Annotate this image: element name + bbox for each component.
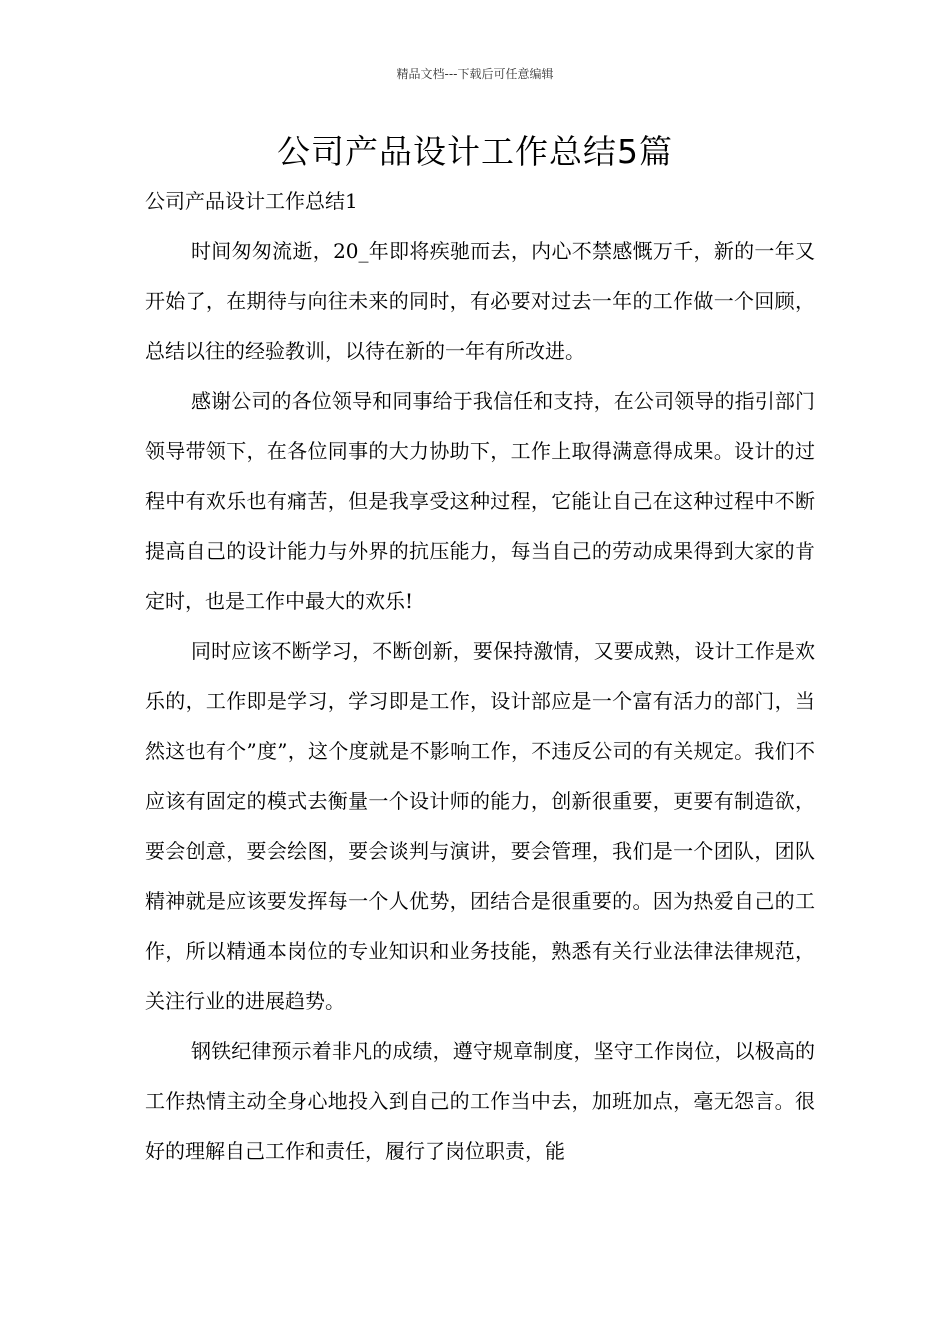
paragraph-4: 钢铁纪律预示着非凡的成绩，遵守规章制度，坚守工作岗位，以极高的工作热情主动全身心地投入到自己的工作当中去，加班加点，毫无怨言。很好的理解自己工作和责任，履行了岗位职责，能 [145, 1039, 815, 1163]
document-body [145, 176, 815, 1176]
paragraph-1: 时间匆匆流逝，20_年即将疾驰而去，内心不禁感慨万千，新的一年又开始了，在期待与向往未来的同时，有必要对过去一年的工作做一个回顾，总结以往的经验教训，以待在新的一年有所改进。 [145, 239, 815, 363]
paragraph-3: 同时应该不断学习，不断创新，要保持激情，又要成熟，设计工作是欢乐的，工作即是学习，学习即是工作，设计部应是一个富有活力的部门，当然这也有个”度”，这个度就是不影响工作，不违反公司的有关规定。我们不应该有固定的模式去衡量一个设计师的能力，创新很重要，更要有制造欲，要会创意，要会绘图，要会谈判与演讲，要会管理，我们是一个团队，团队精神就是应该要发挥每一个人优势，团结合是很重要的。因为热爱自己的工作，所以精通本岗位的专业知识和业务技能，熟悉有关行业法律法律规范，关注行业的进展趋势。 [145, 639, 815, 1013]
section-heading: 公司产品设计工作总结1 [145, 189, 358, 213]
paragraph-2: 感谢公司的各位领导和同事给于我信任和支持，在公司领导的指引部门领导带领下，在各位同事的大力协助下，工作上取得满意得成果。设计的过程中有欢乐也有痛苦，但是我享受这种过程，它能让自己在这种过程中不断提高自己的设计能力与外界的抗压能力，每当自己的劳动成果得到大家的肯定时，也是工作中最大的欢乐! [145, 389, 815, 613]
header-note: 精品文档---下载后可任意编辑 [396, 67, 554, 81]
document-title: 公司产品设计工作总结5篇 [277, 132, 673, 171]
